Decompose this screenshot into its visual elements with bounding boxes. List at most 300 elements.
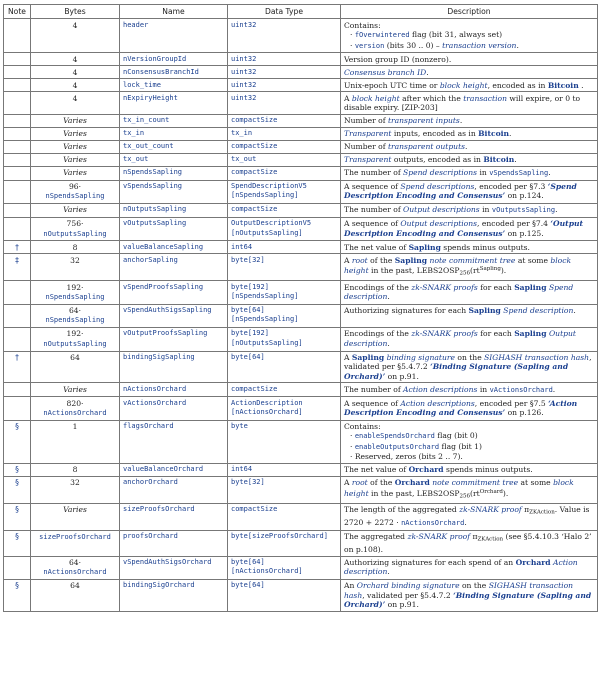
field-name-cell: vSpendAuthSigsSapling (120, 304, 228, 327)
description-link[interactable]: block height (344, 255, 572, 276)
bytes-value: Varies (63, 205, 87, 215)
bytes-cell (31, 420, 120, 463)
description-text: (rt (470, 266, 480, 276)
description-cell (341, 79, 598, 92)
data-type-cell (228, 328, 341, 351)
data-type-value: byte[64] (231, 352, 265, 361)
description-link[interactable]: transparent outputs (387, 141, 466, 151)
bytes-cell (31, 477, 120, 504)
description-text: , encoded per §7.3 (474, 181, 548, 191)
description-text: Encodings of the (344, 329, 412, 339)
description-text: . (514, 154, 517, 164)
data-type-cell (228, 503, 341, 530)
description-cell (341, 281, 598, 304)
description-link[interactable]: SIGHASH transaction hash (344, 581, 574, 600)
data-type-value: compactSize (231, 167, 278, 176)
bytes-value: Varies (63, 128, 87, 138)
description-text: The length of the aggregated (344, 505, 460, 515)
description-cell (341, 241, 598, 254)
description-text: · Reserved, zeros (bits 2 .. 7). (350, 452, 463, 462)
description-text: A sequence of (344, 181, 401, 191)
description-link[interactable]: Transparent (344, 128, 392, 138)
description-text: , validated per §5.4.7.2 (362, 590, 454, 600)
description-link[interactable]: transparent inputs (387, 115, 460, 125)
data-type-cell (228, 19, 341, 53)
description-text: at some (518, 478, 554, 488)
description-link[interactable]: Orchard (408, 465, 444, 475)
bytes-value: 64· (68, 306, 82, 316)
field-name-cell: vSpendProofsSapling (120, 281, 228, 304)
data-type-cell (228, 420, 341, 463)
description-cell (341, 503, 598, 530)
description-cell (341, 304, 598, 327)
table-row (4, 180, 598, 203)
table-row (4, 218, 598, 241)
description-link[interactable]: root (351, 478, 368, 488)
table-row (4, 204, 598, 218)
description-cell (341, 204, 598, 218)
bytes-value: Varies (63, 384, 87, 394)
table-row (4, 281, 598, 304)
note-cell (4, 53, 31, 66)
description-text: . (516, 40, 519, 50)
data-type-cell (228, 530, 341, 556)
data-type-cell (228, 140, 341, 153)
description-cell (341, 180, 598, 203)
bytes-value: Varies (63, 167, 87, 177)
description-cell (341, 19, 598, 53)
description-text: An (344, 581, 357, 591)
description-text: flag (bit 31, always set) (409, 30, 503, 40)
note-cell: § (4, 530, 31, 556)
note-cell (4, 383, 31, 397)
data-type-value: uint32 (231, 93, 257, 102)
description-text: . (459, 115, 463, 125)
description-link[interactable]: block height (439, 80, 488, 90)
table-row (4, 153, 598, 166)
data-type-value: byte[32] (231, 478, 265, 487)
description-link[interactable]: Spend descriptions (403, 167, 478, 177)
bytes-cell (31, 66, 120, 79)
description-text: The number of (344, 205, 404, 215)
description-text: in (477, 384, 490, 394)
description-text: after which the (399, 93, 464, 103)
data-type-cell (228, 218, 341, 241)
data-type-cell (228, 204, 341, 218)
field-name-cell: valueBalanceSapling (120, 241, 228, 254)
data-type-count: [nSpendsSapling] (231, 191, 299, 200)
description-text: The net value of (344, 465, 409, 475)
description-link[interactable]: note commitment tree (432, 478, 519, 488)
description-text: on p.125. (505, 228, 544, 238)
description-text: in (479, 205, 492, 215)
data-type-cell (228, 383, 341, 397)
data-type-count: [nOutputsSapling] (231, 338, 303, 347)
data-type-value: byte[192] (231, 282, 269, 291)
description-link[interactable]: Transparent (344, 154, 392, 164)
description-link[interactable]: Sapling (514, 329, 547, 339)
description-link[interactable]: Consensus branch ID (344, 67, 427, 77)
description-link[interactable]: Spend description (503, 306, 574, 316)
description-cell (341, 218, 598, 241)
note-cell (4, 304, 31, 327)
description-text: in (477, 167, 490, 177)
description-text: The aggregated (344, 532, 408, 542)
header-bytes: Bytes (31, 5, 120, 19)
description-link[interactable]: transaction (463, 93, 507, 103)
note-cell: § (4, 580, 31, 612)
data-type-value: byte[64] (231, 306, 265, 315)
note-cell (4, 281, 31, 304)
description-text: π (470, 532, 478, 542)
bytes-value: 192· (66, 282, 84, 292)
bytes-value: 8 (72, 465, 78, 475)
description-text: inputs, encoded as in (391, 128, 479, 138)
table-row (4, 166, 598, 180)
description-link[interactable]: ‘Binding Signature (Sapling and Orchard)’ (344, 590, 592, 610)
field-name-cell: bindingSigOrchard (120, 580, 228, 612)
description-text: for each (477, 329, 515, 339)
bytes-count-field: nActionsOrchard (43, 409, 107, 418)
description-text: . (387, 292, 390, 302)
bytes-value: 64 (70, 581, 80, 591)
bytes-value: 8 (72, 242, 78, 252)
description-link[interactable]: binding signature (386, 352, 455, 362)
description-text: on p.91. (385, 371, 419, 381)
description-text: ). (500, 266, 507, 276)
data-type-value: uint32 (231, 20, 257, 29)
field-name-cell: sizeProofsOrchard (120, 503, 228, 530)
description-link[interactable]: Spend description (344, 282, 574, 302)
description-field-ref: vSpendsSapling (489, 168, 549, 177)
table-row (4, 530, 598, 556)
description-text: on the (454, 352, 485, 362)
description-text: (rt (470, 488, 480, 498)
data-type-value: byte[64] (231, 581, 265, 590)
description-link[interactable]: ‘Spend Description Encoding and Consensus’ (344, 181, 577, 201)
description-text: of the (367, 478, 395, 488)
description-superscript: Orchard (479, 488, 503, 495)
description-bullet (344, 41, 594, 51)
description-text: Contains: (344, 422, 381, 432)
description-text: in the past, LEBS2OSP (368, 266, 460, 276)
table-row (4, 19, 598, 53)
table-row (4, 114, 598, 127)
description-link[interactable]: Spend descriptions (400, 181, 475, 191)
field-name-cell: nExpiryHeight (120, 92, 228, 114)
data-type-cell (228, 351, 341, 383)
description-link[interactable]: Bitcoin (547, 80, 579, 90)
note-cell (4, 180, 31, 203)
description-cell (341, 351, 598, 383)
bytes-count-field: nSpendsSapling (45, 293, 105, 302)
description-link[interactable]: Action descriptions (403, 384, 478, 394)
description-link[interactable]: SIGHASH transaction hash (484, 352, 590, 362)
note-cell (4, 328, 31, 351)
field-name-cell: header (120, 19, 228, 53)
description-text: . (387, 567, 390, 577)
description-text: . (573, 306, 576, 316)
table-row (4, 92, 598, 114)
description-cell (341, 114, 598, 127)
description-text: · (350, 40, 355, 50)
field-name-cell: nConsensusBranchId (120, 66, 228, 79)
description-text: · (350, 30, 355, 40)
description-link[interactable]: ‘Action Description Encoding and Consensus’ (344, 398, 578, 418)
description-text: (see §5.4.10.3 ‘Halo 2’ on p.108). (344, 532, 592, 555)
bytes-cell (31, 53, 120, 66)
bytes-cell (31, 140, 120, 153)
bytes-cell (31, 281, 120, 304)
description-bullet (344, 452, 594, 461)
description-cell (341, 530, 598, 556)
bytes-cell (31, 328, 120, 351)
note-cell: § (4, 464, 31, 477)
description-text: for each (477, 282, 515, 292)
description-text: Encodings of the (344, 282, 412, 292)
description-link[interactable]: Sapling (514, 282, 547, 292)
description-link[interactable]: Bitcoin (478, 128, 510, 138)
data-type-cell (228, 464, 341, 477)
description-link[interactable]: zk-SNARK proofs (411, 329, 478, 339)
description-link[interactable]: Orchard (356, 581, 389, 591)
note-cell (4, 556, 31, 579)
bytes-cell (31, 241, 120, 254)
description-link[interactable]: transaction version (442, 40, 517, 50)
bytes-cell (31, 397, 120, 420)
description-text: on p.126. (505, 408, 544, 418)
data-type-value: int64 (231, 242, 253, 251)
data-type-cell (228, 254, 341, 281)
description-cell (341, 166, 598, 180)
description-text: , encoded per §7.5 (474, 398, 549, 408)
header-description: Description (341, 5, 598, 19)
data-type-cell (228, 304, 341, 327)
note-cell (4, 127, 31, 140)
description-cell (341, 328, 598, 351)
description-text: on p.124. (505, 191, 544, 201)
description-text: ). (502, 488, 509, 498)
description-text: Authorizing signatures for each (344, 306, 469, 316)
note-cell: § (4, 420, 31, 463)
description-link[interactable]: zk-SNARK proof (407, 532, 471, 542)
description-text: A sequence of (344, 219, 401, 229)
field-name-cell: tx_in (120, 127, 228, 140)
description-text: spends minus outputs. (443, 465, 533, 475)
data-type-cell (228, 79, 341, 92)
description-text: flag (bit 0) (434, 431, 478, 441)
description-text: π (521, 505, 530, 515)
description-text: · (350, 431, 355, 441)
bytes-cell (31, 351, 120, 383)
description-link[interactable]: Orchard (515, 558, 551, 568)
description-text: . (509, 128, 512, 138)
data-type-value: byte[sizeProofsOrchard] (231, 532, 328, 541)
data-type-cell (228, 92, 341, 114)
data-type-count: [nActionsOrchard] (231, 567, 303, 576)
description-text: (bits 30 .. 0) – (384, 40, 443, 50)
note-cell (4, 79, 31, 92)
data-type-value: OutputDescriptionV5 (231, 219, 312, 228)
data-type-value: int64 (231, 465, 253, 474)
data-type-value: byte[192] (231, 329, 269, 338)
description-link[interactable]: Sapling (468, 306, 501, 316)
description-link[interactable]: Output description (344, 329, 576, 348)
description-text: Contains: (344, 20, 381, 30)
bytes-value: 820· (66, 398, 84, 408)
bytes-value: 4 (72, 80, 78, 90)
note-cell: † (4, 351, 31, 383)
description-cell (341, 477, 598, 504)
description-link[interactable]: Action descriptions (400, 398, 475, 408)
bytes-value: Varies (63, 141, 87, 151)
header-data-type: Data Type (228, 5, 341, 19)
description-link[interactable]: Sapling (394, 255, 428, 265)
description-text: . (464, 518, 467, 528)
data-type-cell (228, 477, 341, 504)
description-field-ref: version (354, 41, 385, 50)
description-text: outputs, encoded as in (391, 154, 484, 164)
description-text: Unix-epoch UTC time or (344, 80, 440, 90)
bytes-count-field: nActionsOrchard (43, 568, 107, 577)
table-row (4, 66, 598, 79)
bytes-value: 4 (72, 67, 78, 77)
data-type-value: tx_in (231, 128, 253, 137)
data-type-value: compactSize (231, 505, 278, 514)
description-text: at some (515, 255, 551, 265)
bytes-value: 64· (68, 558, 82, 568)
description-link[interactable]: Sapling (408, 242, 441, 252)
description-cell (341, 383, 598, 397)
bytes-cell (31, 127, 120, 140)
bytes-cell (31, 218, 120, 241)
description-field-ref: vActionsOrchard (489, 385, 553, 394)
description-text: . (555, 205, 558, 215)
table-row (4, 477, 598, 504)
header-note: Note (4, 5, 31, 19)
note-cell (4, 66, 31, 79)
data-type-value: uint32 (231, 67, 257, 76)
data-type-cell (228, 66, 341, 79)
description-text: The net value of (344, 242, 409, 252)
description-link[interactable]: Action description (344, 558, 578, 577)
data-type-value: uint32 (231, 80, 257, 89)
field-name-cell: vSpendsSapling (120, 180, 228, 203)
bytes-value: 4 (72, 54, 78, 64)
data-type-value: byte (231, 422, 248, 431)
field-name-cell: tx_in_count (120, 114, 228, 127)
description-cell (341, 580, 598, 612)
description-link[interactable]: Orchard (394, 478, 430, 488)
data-type-count: [nSpendsSapling] (231, 292, 299, 301)
data-type-cell (228, 166, 341, 180)
bytes-value: Varies (63, 154, 87, 164)
note-cell (4, 19, 31, 53)
description-link[interactable]: block height (351, 93, 400, 103)
description-link[interactable]: root (351, 255, 368, 265)
description-link[interactable]: Output descriptions (403, 205, 480, 215)
bytes-value: 64 (70, 352, 80, 362)
description-text: Authorizing signatures for each spend of an (344, 558, 516, 568)
note-cell (4, 114, 31, 127)
description-bullet (344, 30, 594, 40)
description-field-ref: enableSpendsOrchard (354, 432, 435, 441)
description-subscript: 256 (459, 493, 471, 500)
description-link[interactable]: ‘Output Description Encoding and Consensus’ (344, 219, 584, 238)
description-subscript: ZKAction (529, 509, 555, 516)
note-cell (4, 397, 31, 420)
bytes-count-field: nOutputsSapling (43, 229, 107, 238)
description-text: . (426, 67, 429, 77)
data-type-cell (228, 580, 341, 612)
description-text: , encoded as in (487, 80, 548, 90)
bytes-value: Varies (63, 115, 87, 125)
description-link[interactable]: Output descriptions (400, 219, 478, 229)
description-link[interactable]: note commitment tree (429, 255, 516, 265)
table-row (4, 420, 598, 463)
table-row (4, 79, 598, 92)
note-cell: § (4, 503, 31, 530)
bytes-cell (31, 153, 120, 166)
description-text: . (548, 167, 551, 177)
data-type-value: compactSize (231, 384, 278, 393)
bytes-cell (31, 254, 120, 281)
data-type-value: uint32 (231, 54, 257, 63)
field-name-cell: nVersionGroupId (120, 53, 228, 66)
description-link[interactable]: block height (344, 478, 574, 498)
data-type-value: compactSize (231, 115, 278, 124)
description-text: of the (367, 255, 395, 265)
field-name-cell: nOutputsSapling (120, 204, 228, 218)
table-row (4, 351, 598, 383)
description-text: spends minus outputs. (440, 242, 530, 252)
description-link[interactable]: Sapling (351, 352, 385, 362)
description-cell (341, 420, 598, 463)
description-subscript: 256 (459, 270, 471, 277)
bytes-value: sizeProofsOrchard (39, 533, 111, 542)
description-field-ref: vOutputsSapling (491, 206, 556, 215)
bytes-value: 756· (66, 219, 84, 229)
description-text: A (344, 478, 352, 488)
description-link[interactable]: binding signature (391, 581, 460, 591)
description-link[interactable]: ‘Binding Signature (Sapling and Orchard)’ (344, 362, 569, 381)
field-name-cell: nSpendsSapling (120, 166, 228, 180)
bytes-value: 32 (70, 255, 80, 265)
bytes-count-field: nSpendsSapling (45, 316, 105, 325)
field-name-cell: vOutputsSapling (120, 218, 228, 241)
description-link[interactable]: zk-SNARK proof (459, 505, 522, 515)
data-type-cell (228, 556, 341, 579)
note-cell (4, 204, 31, 218)
description-link[interactable]: zk-SNARK proofs (411, 282, 478, 292)
table-row (4, 140, 598, 153)
table-body (4, 19, 598, 612)
description-link[interactable]: Bitcoin (483, 154, 515, 164)
bytes-cell (31, 580, 120, 612)
description-cell (341, 53, 598, 66)
description-text: . Value is 2720 + 2272 · (344, 505, 590, 528)
description-text: on the (459, 581, 489, 591)
description-text: , validated per §5.4.7.2 (344, 352, 592, 372)
description-text: The number of (344, 384, 404, 394)
table-row (4, 328, 598, 351)
data-type-cell (228, 281, 341, 304)
description-text: , encoded per §7.4 (477, 219, 551, 229)
description-text: . (578, 80, 584, 90)
table-row (4, 254, 598, 281)
description-text: . (552, 384, 556, 394)
note-cell (4, 218, 31, 241)
